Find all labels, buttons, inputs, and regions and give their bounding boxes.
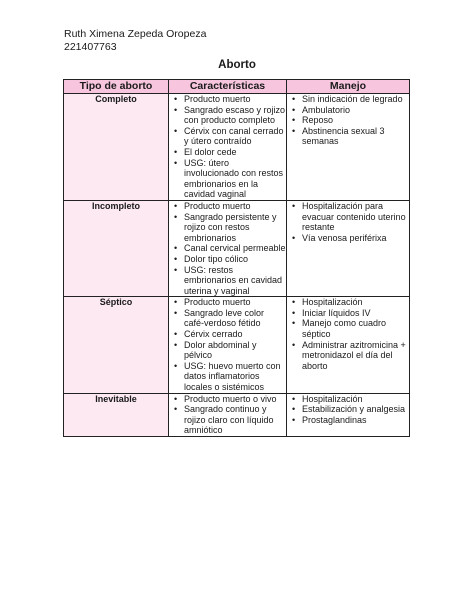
table-header-row xyxy=(64,80,410,94)
list-item: • Producto muerto xyxy=(169,297,286,308)
list-item: • Iniciar líquidos IV xyxy=(287,308,409,319)
abortion-types-table xyxy=(63,79,410,437)
type-cell: Incompleto xyxy=(64,200,169,296)
list-item: • Administrar azitromicina + metronidazol el día del aborto xyxy=(287,340,409,372)
student-id: 221407763 xyxy=(64,41,117,53)
list-item: • Cérvix cerrado xyxy=(169,329,286,340)
type-cell: Inevitable xyxy=(64,393,169,436)
list-item: • Ambulatorio xyxy=(287,105,409,116)
list-item: • Dolor tipo cólico xyxy=(169,254,286,265)
list-item: • Producto muerto xyxy=(169,201,286,212)
list-item: • Abstinencia sexual 3 semanas xyxy=(287,126,409,147)
header-caracteristicas: Características xyxy=(169,80,287,94)
manejo-list xyxy=(287,394,409,426)
list-item: • Hospitalización xyxy=(287,297,409,308)
list-item: • Hospitalización para evacuar contenido uterino restante xyxy=(287,201,409,233)
caracteristicas-list xyxy=(169,201,286,296)
list-item: • Manejo como cuadro séptico xyxy=(287,318,409,339)
manejo-list xyxy=(287,297,409,371)
list-item: • Cérvix con canal cerrado y útero contraído xyxy=(169,126,286,147)
manejo-cell xyxy=(287,297,410,393)
list-item: • Sangrado persistente y rojizo con restos embrionarios xyxy=(169,212,286,244)
manejo-cell xyxy=(287,200,410,296)
manejo-list xyxy=(287,201,409,243)
table-row xyxy=(64,94,410,201)
list-item: • El dolor cede xyxy=(169,147,286,158)
list-item: • Hospitalización xyxy=(287,394,409,405)
author-block xyxy=(64,28,206,54)
list-item: • Producto muerto o vivo xyxy=(169,394,286,405)
caracteristicas-list xyxy=(169,297,286,392)
list-item: • Producto muerto xyxy=(169,94,286,105)
caracteristicas-list xyxy=(169,394,286,436)
caracteristicas-cell xyxy=(169,393,287,436)
table-row xyxy=(64,393,410,436)
caracteristicas-cell xyxy=(169,94,287,201)
list-item: • Sin indicación de legrado xyxy=(287,94,409,105)
list-item: • Reposo xyxy=(287,115,409,126)
manejo-cell xyxy=(287,393,410,436)
list-item: • USG: útero involucionado con restos embrionarios en la cavidad vaginal xyxy=(169,158,286,200)
document-title: Aborto xyxy=(218,59,256,71)
list-item: • Sangrado escaso y rojizo con producto completo xyxy=(169,105,286,126)
list-item: • USG: restos embrionarios en cavidad uterina y vaginal xyxy=(169,265,286,297)
header-manejo: Manejo xyxy=(287,80,410,94)
type-cell: Completo xyxy=(64,94,169,201)
table-row xyxy=(64,200,410,296)
manejo-cell xyxy=(287,94,410,201)
manejo-list xyxy=(287,94,409,147)
list-item: • Prostaglandinas xyxy=(287,415,409,426)
list-item: • Vía venosa periférixa xyxy=(287,233,409,244)
list-item: • USG: huevo muerto con datos inflamatorios locales o sistémicos xyxy=(169,361,286,393)
list-item: • Estabilización y analgesia xyxy=(287,404,409,415)
caracteristicas-cell xyxy=(169,297,287,393)
list-item: • Dolor abdominal y pélvico xyxy=(169,340,286,361)
list-item: • Sangrado leve color café-verdoso fétido xyxy=(169,308,286,329)
caracteristicas-list xyxy=(169,94,286,200)
list-item: • Canal cervical permeable xyxy=(169,243,286,254)
author-name: Ruth Ximena Zepeda Oropeza xyxy=(64,28,207,40)
header-tipo-de-aborto: Tipo de aborto xyxy=(64,80,169,94)
caracteristicas-cell xyxy=(169,200,287,296)
type-cell: Séptico xyxy=(64,297,169,393)
table-row xyxy=(64,297,410,393)
list-item: • Sangrado continuo y rojizo claro con líquido amniótico xyxy=(169,404,286,436)
